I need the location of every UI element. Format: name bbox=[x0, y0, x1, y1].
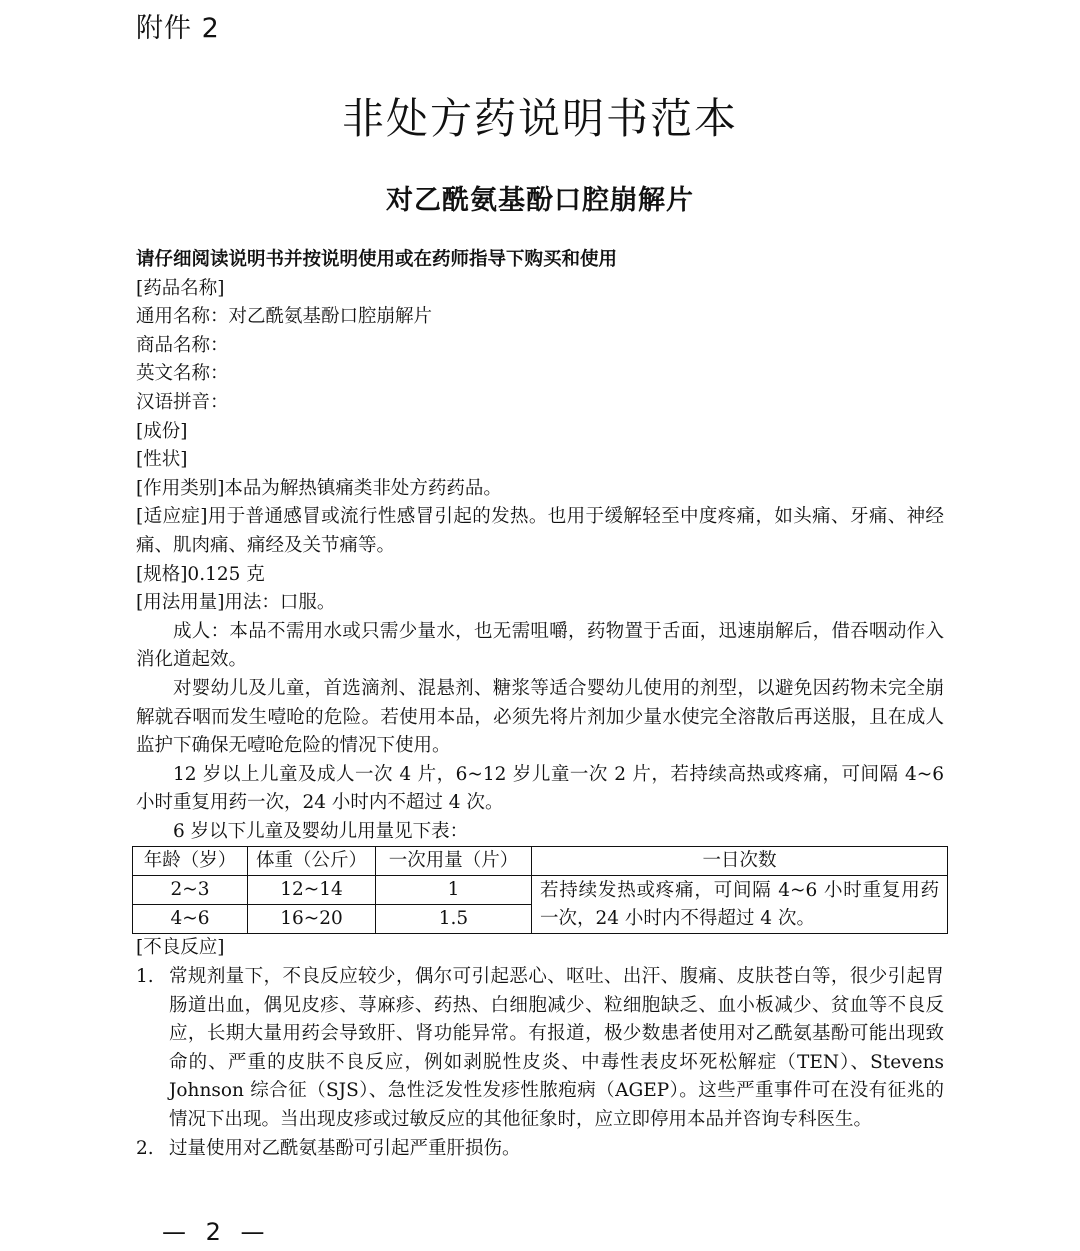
document-title: 非处方药说明书范本 bbox=[341, 94, 738, 143]
list-item-text: 过量使用对乙酰氨基酚可引起严重肝损伤。 bbox=[169, 1137, 521, 1159]
list-item-text: 常规剂量下，不良反应较少，偶尔可引起恶心、呕吐、出汗、腹痛、皮肤苍白等，很少引起胃肠道出血，偶见皮疹、荨麻疹、药热、白细胞减少、粒细胞缺乏、血小板减少、贫血等不良反应，长期大量用药会导致肝、肾功能异常。有报道，极少数患者使用对乙酰氨基酚可能出现致命的、严重的皮肤不良反应，例如剥脱性皮炎、中毒性表皮坏死松解症（TEN）、Stevens Johnson 综合征（SJS）、急性泛发性发疹性脓疱病（AGEP）。这些严重事件可在没有征兆的情况下出现。当出现皮疹或过敏反应的其他征象时，应立即停用本品并咨询专科医生。 bbox=[169, 966, 944, 1131]
category-text: [作用类别]本品为解热镇痛类非处方药药品。 bbox=[136, 477, 502, 499]
list-number: 2. bbox=[136, 1137, 154, 1159]
dose-table-header: 一日次数 bbox=[532, 847, 948, 876]
list-item bbox=[136, 1135, 944, 1164]
dose-table bbox=[132, 846, 948, 934]
table-cell-dose: 1 bbox=[376, 876, 532, 905]
table-cell-dose: 1.5 bbox=[376, 905, 532, 934]
warning-text: 请仔细阅读说明书并按说明使用或在药师指导下购买和使用 bbox=[136, 249, 618, 270]
document-body bbox=[136, 246, 944, 1163]
usage-adult: 成人：本品不需用水或只需少量水，也无需咀嚼，药物置于舌面，迅速崩解后，借吞咽动作入消化道起效。 bbox=[136, 620, 944, 671]
adverse-header: [不良反应] bbox=[136, 937, 225, 959]
composition-header: [成份] bbox=[136, 420, 188, 442]
table-cell-age: 4~6 bbox=[133, 905, 248, 934]
dose-table-header: 体重（公斤） bbox=[248, 847, 376, 876]
table-cell-weight: 12~14 bbox=[248, 876, 376, 905]
attachment-label: 附件 2 bbox=[136, 13, 220, 44]
table-cell-weight: 16~20 bbox=[248, 905, 376, 934]
usage-header: [用法用量]用法：口服。 bbox=[136, 592, 336, 614]
indications-text: [适应症]用于普通感冒或流行性感冒引起的发热。也用于缓解轻至中度疼痛，如头痛、牙痛、神经痛、肌肉痛、痛经及关节痛等。 bbox=[136, 506, 944, 556]
dose-table-header: 一次用量（片） bbox=[376, 847, 532, 876]
usage-dose: 12 岁以上儿童及成人一次 4 片，6~12 岁儿童一次 2 片，若持续高热或疼痛，可间隔 4~6 小时重复用药一次，24 小时内不超过 4 次。 bbox=[136, 763, 944, 814]
usage-children: 对婴幼儿及儿童，首选滴剂、混悬剂、糖浆等适合婴幼儿使用的剂型，以避免因药物未完全崩解就吞咽而发生噎呛的危险。若使用本品，必须先将片剂加少量水使完全溶散后再送服，且在成人监护下确保无噎呛危险的情况下使用。 bbox=[136, 677, 944, 757]
appearance-header: [性状] bbox=[136, 449, 188, 471]
english-name: 英文名称： bbox=[136, 363, 229, 385]
generic-name: 通用名称：对乙酰氨基酚口腔崩解片 bbox=[136, 306, 433, 328]
pinyin-name: 汉语拼音： bbox=[136, 391, 229, 413]
dose-table-header: 年龄（岁） bbox=[133, 847, 248, 876]
spec-text: [规格]0.125 克 bbox=[136, 563, 265, 585]
usage-table-intro: 6 岁以下儿童及婴幼儿用量见下表： bbox=[173, 820, 469, 842]
dose-table-header-row bbox=[133, 847, 948, 876]
table-cell-frequency: 若持续发热或疼痛，可间隔 4~6 小时重复用药一次，24 小时内不得超过 4 次。 bbox=[532, 876, 948, 934]
table-cell-age: 2~3 bbox=[133, 876, 248, 905]
list-number: 1. bbox=[136, 966, 154, 988]
drug-name-header: [药品名称] bbox=[136, 277, 225, 299]
list-item bbox=[136, 963, 944, 1135]
trade-name: 商品名称： bbox=[136, 334, 229, 356]
drug-title: 对乙酰氨基酚口腔崩解片 bbox=[386, 185, 694, 216]
table-row bbox=[133, 876, 948, 905]
page-number: — 2 — bbox=[162, 1218, 271, 1246]
